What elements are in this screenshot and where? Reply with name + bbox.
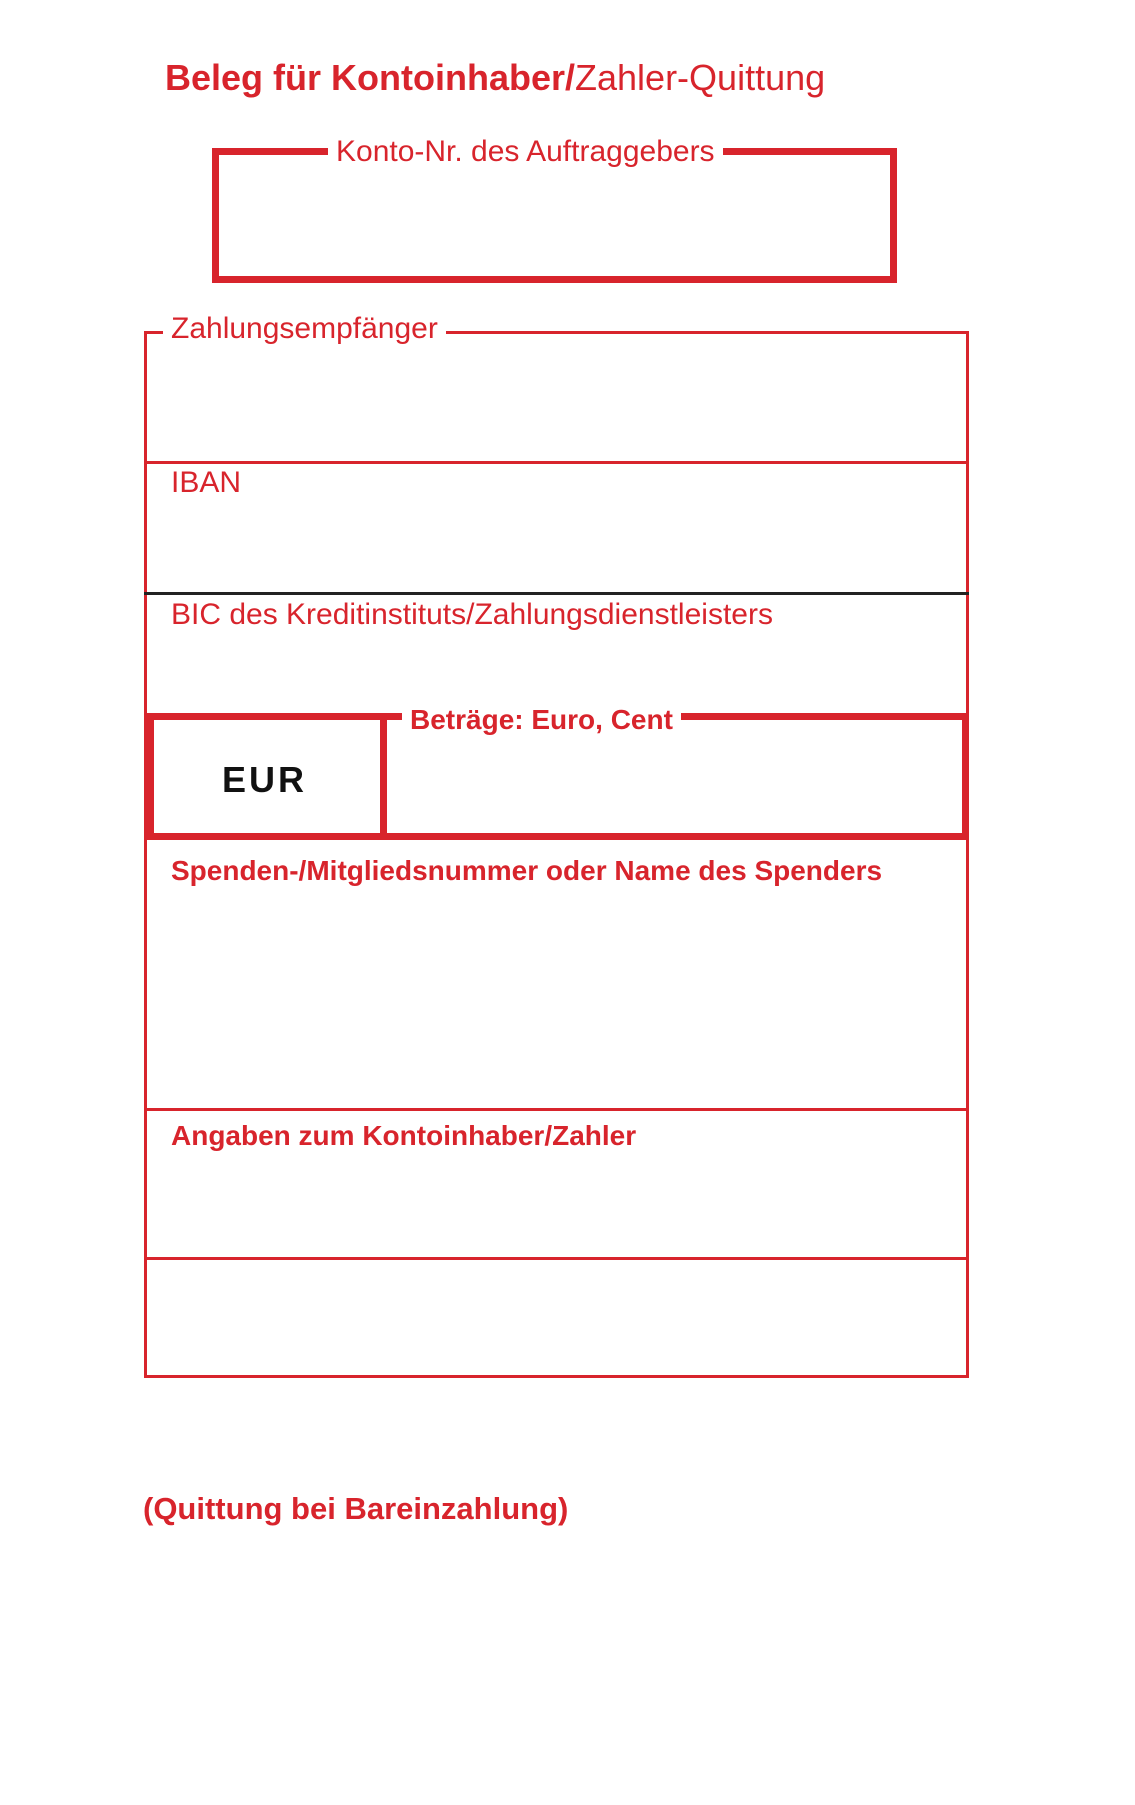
donor-label: Spenden-/Mitgliedsnummer oder Name des Spenders (171, 855, 883, 886)
currency-code: EUR (222, 759, 308, 800)
iban-field[interactable] (147, 464, 966, 592)
form-title (165, 57, 826, 98)
account-number-label: Konto-Nr. des Auftraggebers (328, 137, 723, 167)
recipient-field[interactable] (147, 334, 966, 462)
account-number-box[interactable] (212, 148, 897, 283)
amount-label: Beträge: Euro, Cent (402, 706, 681, 734)
bic-label: BIC des Kreditinstituts/Zahlungsdienstleisters (171, 598, 773, 631)
recipient-label: Zahlungsempfänger (163, 314, 446, 344)
form-title-bold: Beleg für Kontoinhaber/ (165, 57, 576, 98)
extra-field[interactable] (147, 1260, 966, 1375)
receipt-footer: (Quittung bei Bareinzahlung) (143, 1491, 569, 1526)
iban-label: IBAN (171, 466, 242, 499)
payer-label: Angaben zum Kontoinhaber/Zahler (171, 1120, 637, 1151)
form-title-regular: Zahler-Quittung (575, 57, 826, 98)
